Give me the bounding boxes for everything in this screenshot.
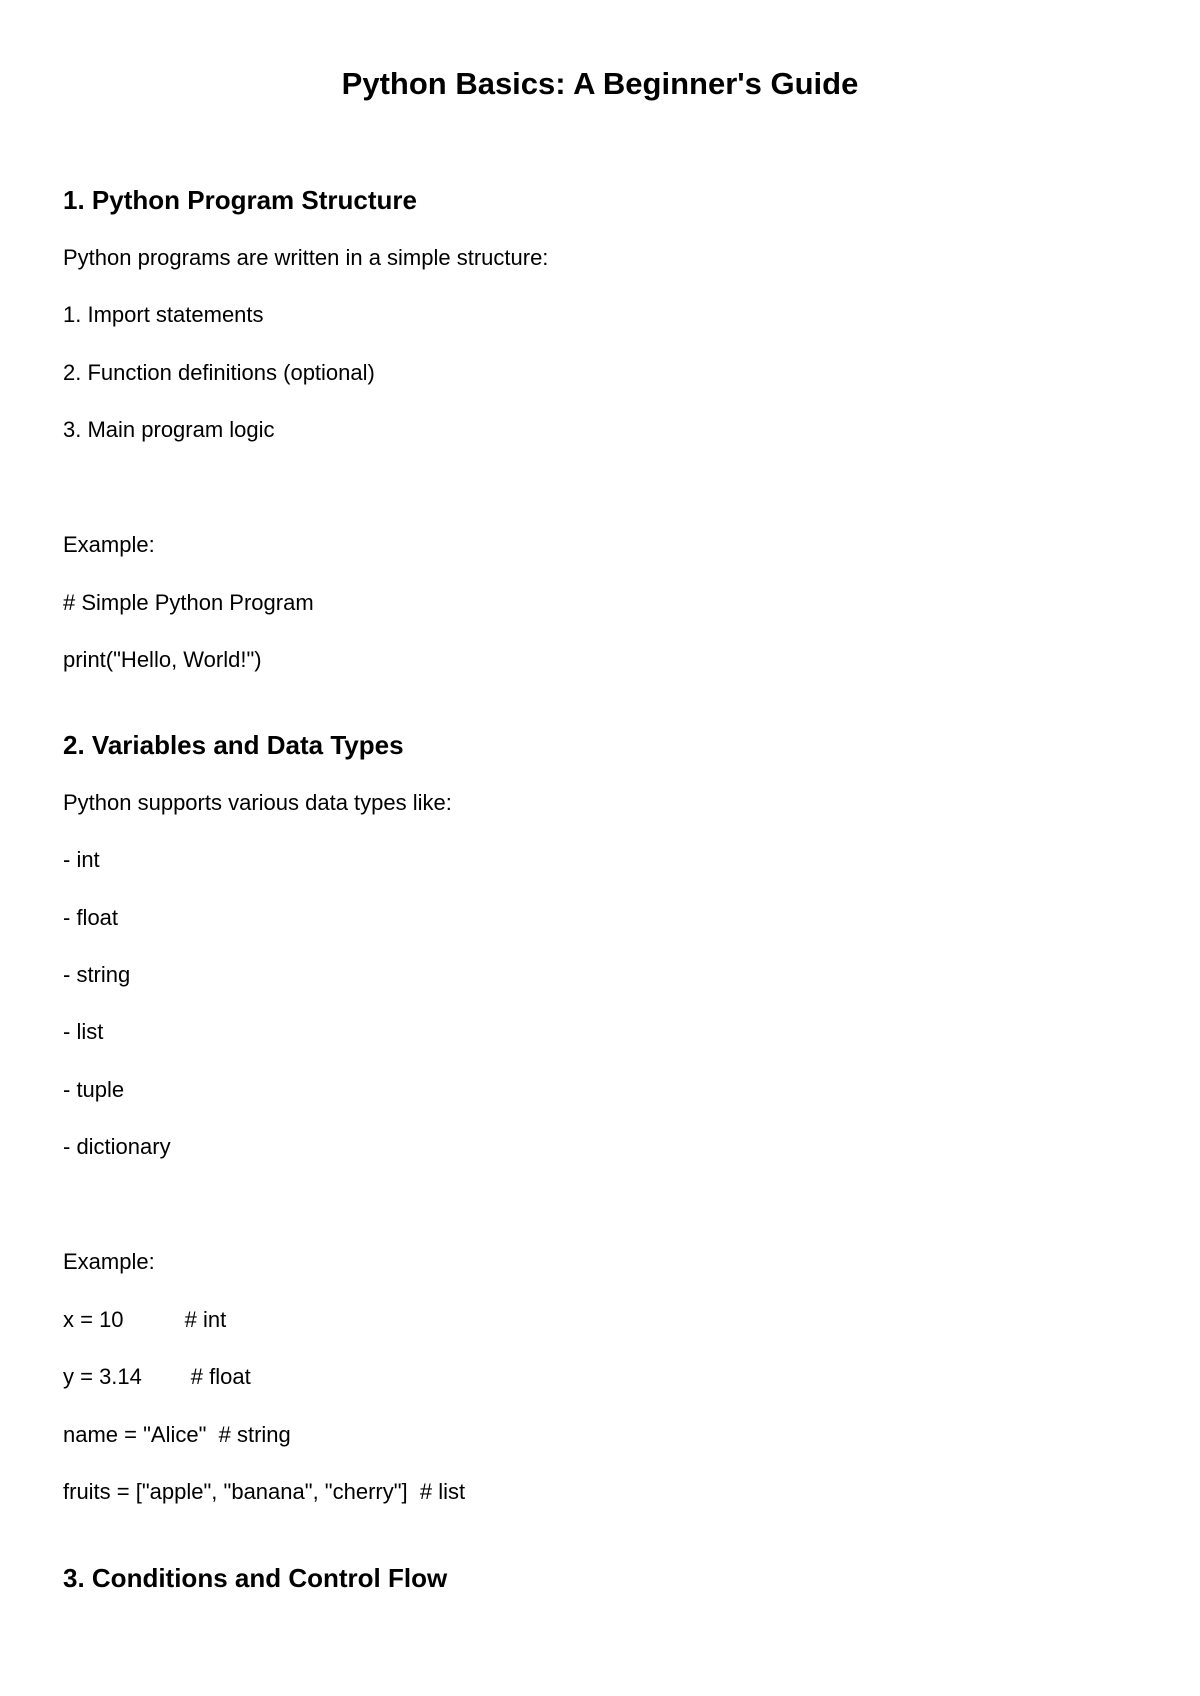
- section-2-example-label: Example:: [63, 1249, 155, 1274]
- structure-step-1: 1. Import statements: [63, 302, 264, 327]
- code-line: fruits = ["apple", "banana", "cherry"] # list: [63, 1479, 466, 1504]
- data-type-item: - string: [63, 962, 131, 987]
- structure-step-3: 3. Main program logic: [63, 417, 275, 442]
- structure-step-2: 2. Function definitions (optional): [63, 360, 375, 385]
- data-type-item: - list: [63, 1019, 104, 1044]
- section-2-heading: 2. Variables and Data Types: [63, 730, 404, 760]
- data-type-item: - dictionary: [63, 1134, 171, 1159]
- section-3-heading: 3. Conditions and Control Flow: [63, 1563, 448, 1593]
- code-line: x = 10 # int: [63, 1307, 227, 1332]
- code-line: name = "Alice" # string: [63, 1422, 291, 1447]
- data-type-item: - tuple: [63, 1077, 125, 1102]
- section-2-intro: Python supports various data types like:: [63, 790, 452, 815]
- data-type-item: - int: [63, 847, 100, 872]
- code-line: y = 3.14 # float: [63, 1364, 251, 1389]
- section-1-intro: Python programs are written in a simple structure:: [63, 245, 549, 270]
- data-type-item: - float: [63, 905, 119, 930]
- code-line: print("Hello, World!"): [63, 647, 262, 672]
- document-title: Python Basics: A Beginner's Guide: [341, 66, 859, 101]
- section-1-heading: 1. Python Program Structure: [63, 185, 417, 215]
- section-1-example-label: Example:: [63, 532, 155, 557]
- code-line: # Simple Python Program: [63, 590, 314, 615]
